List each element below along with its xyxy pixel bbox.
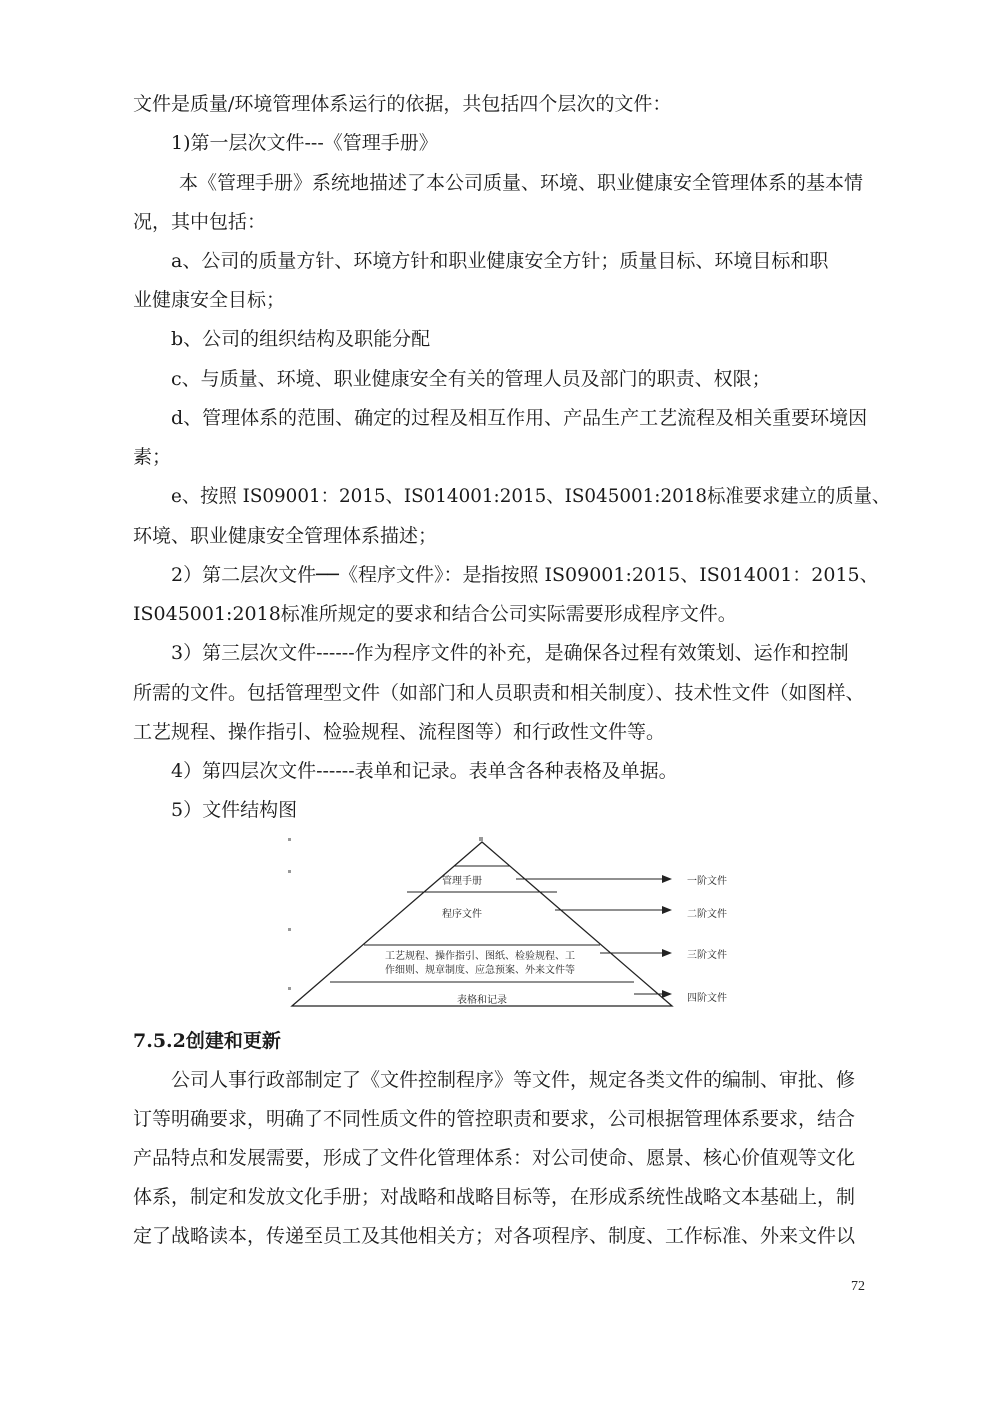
layer-label: 程序文件 xyxy=(442,909,482,920)
layer-label: 作细则、规章制度、应急预案、外来文件等 xyxy=(385,965,575,976)
corner-marker xyxy=(288,987,291,990)
arrow-head xyxy=(662,990,672,998)
text-line: 5）文件结构图 xyxy=(171,799,298,821)
layer-label: 管理手册 xyxy=(442,876,482,887)
text-line: a、公司的质量方针、环境方针和职业健康安全方针；质量目标、环境目标和职 xyxy=(171,250,829,272)
text-line: 环境、职业健康安全管理体系描述； xyxy=(133,525,438,547)
corner-marker xyxy=(288,870,291,873)
text-line: c、与质量、环境、职业健康安全有关的管理人员及部门的职责、权限； xyxy=(171,368,771,390)
arrow-head xyxy=(662,875,672,883)
corner-marker xyxy=(288,838,291,841)
text-line: 订等明确要求，明确了不同性质文件的管控职责和要求，公司根据管理体系要求，结合 xyxy=(133,1108,856,1130)
section-heading: 7.5.2创建和更新 xyxy=(133,1030,281,1052)
text-line: 3）第三层次文件------作为程序文件的补充，是确保各过程有效策划、运作和控制 xyxy=(171,642,849,664)
pyramid-outline xyxy=(292,842,672,1006)
text-line: 业健康安全目标； xyxy=(133,289,286,311)
text-line: 素； xyxy=(133,446,172,468)
level-label: 四阶文件 xyxy=(687,993,727,1004)
corner-marker xyxy=(479,837,483,841)
level-label: 一阶文件 xyxy=(687,876,727,887)
arrow-head xyxy=(662,906,672,914)
text-line: 本《管理手册》系统地描述了本公司质量、环境、职业健康安全管理体系的基本情 xyxy=(179,172,864,194)
text-line: e、按照 IS09001：2015、IS014001:2015、IS045001:2018标准要求建立的质量、 xyxy=(171,485,891,507)
layer-label: 工艺规程、操作指引、图纸、检验规程、工 xyxy=(385,951,575,962)
text-line: 工艺规程、操作指引、检验规程、流程图等）和行政性文件等。 xyxy=(133,721,666,743)
text-line: 产品特点和发展需要，形成了文件化管理体系：对公司使命、愿景、核心价值观等文化 xyxy=(133,1147,856,1169)
text-line: 公司人事行政部制定了《文件控制程序》等文件，规定各类文件的编制、审批、修 xyxy=(171,1069,856,1091)
text-line: 况，其中包括： xyxy=(133,211,267,233)
text-line: 1)第一层次文件---《管理手册》 xyxy=(171,132,438,154)
text-line: 所需的文件。包括管理型文件（如部门和人员职责和相关制度）、技术性文件（如图样、 xyxy=(133,682,865,704)
text-line: d、管理体系的范围、确定的过程及相互作用、产品生产工艺流程及相关重要环境因 xyxy=(171,407,868,429)
layer-label: 表格和记录 xyxy=(457,995,507,1006)
level-label: 二阶文件 xyxy=(687,909,727,920)
text-line: 定了战略读本，传递至员工及其他相关方；对各项程序、制度、工作标准、外来文件以 xyxy=(133,1225,856,1247)
text-line: b、公司的组织结构及职能分配 xyxy=(171,328,431,350)
text-line: 4）第四层次文件------表单和记录。表单含各种表格及单据。 xyxy=(171,760,678,782)
level-label: 三阶文件 xyxy=(687,950,727,961)
page-number: 72 xyxy=(851,1279,865,1294)
text-line: 2）第二层次文件──《程序文件》：是指按照 IS09001:2015、IS014001：2015、 xyxy=(171,564,879,586)
arrow-head xyxy=(662,949,672,957)
text-line: 体系，制定和发放文化手册；对战略和战略目标等，在形成系统性战略文本基础上，制 xyxy=(133,1186,856,1208)
corner-marker xyxy=(288,928,291,931)
text-line: IS045001:2018标准所规定的要求和结合公司实际需要形成程序文件。 xyxy=(133,603,737,625)
document-structure-diagram xyxy=(280,832,760,1022)
text-line: 文件是质量/环境管理体系运行的依据，共包括四个层次的文件： xyxy=(133,93,672,115)
